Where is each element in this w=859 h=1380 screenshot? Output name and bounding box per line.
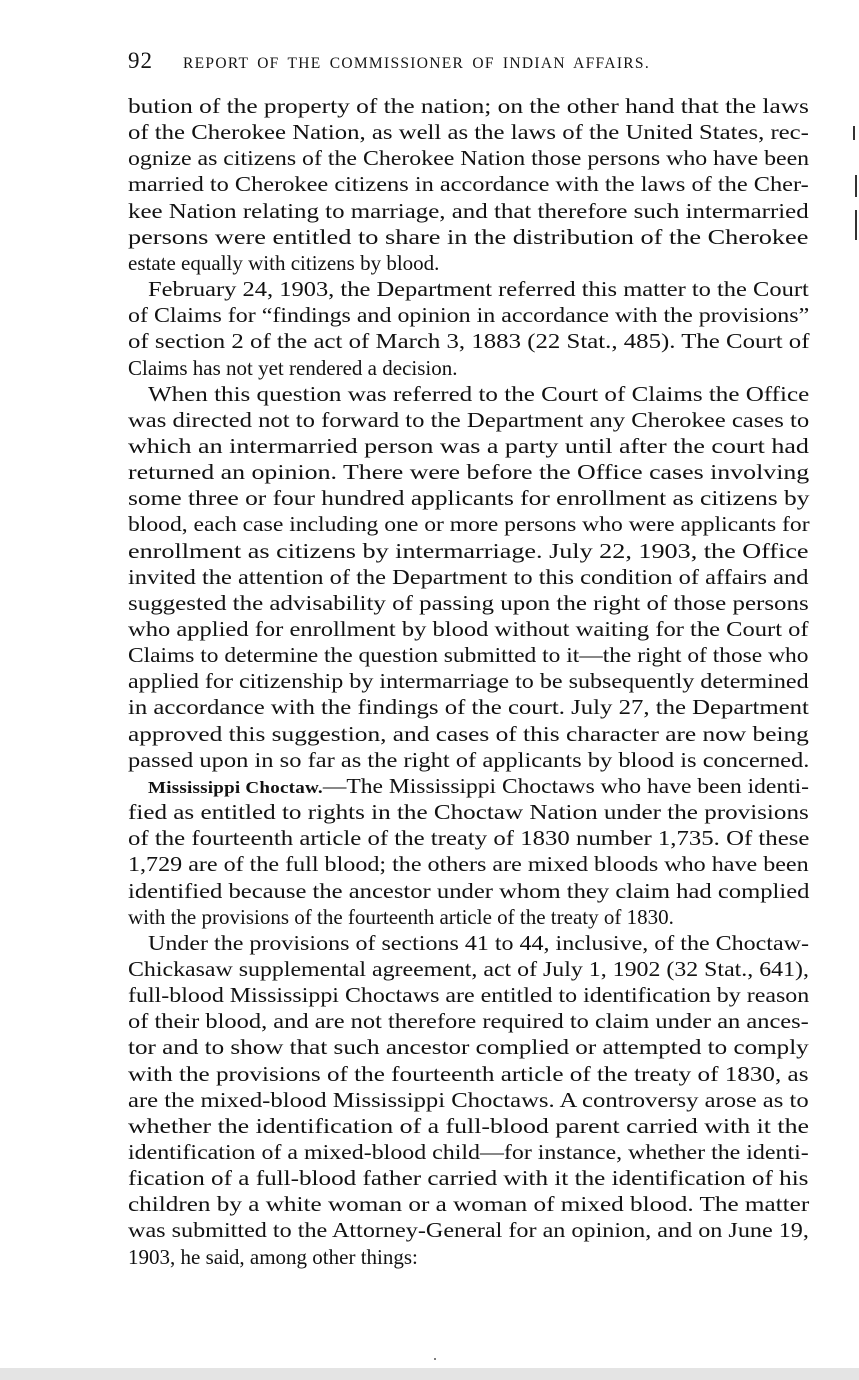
text-line: fied as entitled to rights in the Choctaw Nation under the provisions: [128, 800, 809, 825]
scan-bottom-edge: [0, 1368, 859, 1380]
text-line: some three or four hundred applicants for enrollment as citizens by: [128, 486, 810, 511]
text-line-with-side-heading: [148, 773, 809, 801]
text-line: 1,729 are of the full blood; the others are mixed bloods who have been: [128, 852, 809, 877]
scan-dot: [434, 1358, 436, 1360]
text-line: ognize as citizens of the Cherokee Nation those persons who have been: [128, 146, 810, 171]
side-heading: Mississippi Choctaw.: [148, 777, 323, 797]
text-run: —The Mississippi Choctaws who have been identi-: [322, 773, 810, 798]
text-line: with the provisions of the fourteenth article of the treaty of 1830, as: [128, 1061, 809, 1086]
text-line: returned an opinion. There were before the Office cases involving: [128, 460, 810, 485]
text-line: applied for citizenship by intermarriage to be subsequently determined: [128, 669, 809, 694]
scan-edge-mark: [855, 175, 857, 197]
text-line: married to Cherokee citizens in accordance with the laws of the Cher-: [128, 172, 809, 197]
text-line: whether the identification of a full-blood parent carried with it the: [128, 1113, 809, 1138]
text-line: blood, each case including one or more persons who were applicants for: [128, 512, 810, 537]
text-line: approved this suggestion, and cases of this character are now being: [128, 721, 809, 746]
text-line: fication of a full-blood father carried with it the identification of his: [128, 1166, 809, 1191]
text-line: of the Cherokee Nation, as well as the laws of the United States, rec-: [128, 120, 809, 145]
text-line: of their blood, and are not therefore required to claim under an ances-: [128, 1009, 809, 1034]
text-line: enrollment as citizens by intermarriage. July 22, 1903, the Office: [128, 538, 809, 563]
text-line: bution of the property of the nation; on the other hand that the laws: [128, 94, 809, 118]
scan-edge-mark: [853, 126, 855, 140]
text-line: invited the attention of the Department to this condition of affairs and: [128, 564, 809, 589]
text-line: estate equally with citizens by blood.: [128, 250, 440, 275]
text-line: are the mixed-blood Mississippi Choctaws. A controversy arose as to: [128, 1087, 809, 1112]
text-line: February 24, 1903, the Department referred this matter to the Court: [148, 277, 809, 302]
text-line: with the provisions of the fourteenth article of the treaty of 1830.: [128, 904, 674, 929]
text-line: kee Nation relating to marriage, and that therefore such intermarried: [128, 198, 809, 223]
text-line: identified because the ancestor under whom they claim had complied: [128, 878, 810, 903]
page-number: 92: [128, 48, 153, 73]
text-line: who applied for enrollment by blood without waiting for the Court of: [128, 617, 809, 641]
text-line: in accordance with the findings of the court. July 27, the Department: [128, 695, 809, 720]
text-line: of section 2 of the act of March 3, 1883 (22 Stat., 485). The Court of: [128, 329, 810, 354]
text-line: full-blood Mississippi Choctaws are entitled to identification by reason: [128, 983, 810, 1008]
text-line: was submitted to the Attorney-General for an opinion, and on June 19,: [128, 1218, 809, 1243]
text-line: children by a white woman or a woman of mixed blood. The matter: [128, 1192, 810, 1217]
text-line: tor and to show that such ancestor complied or attempted to comply: [128, 1035, 809, 1060]
text-line: was directed not to forward to the Department any Cherokee cases to: [128, 407, 810, 432]
text-line: Under the provisions of sections 41 to 44, inclusive, of the Choctaw-: [148, 930, 809, 955]
text-line: suggested the advisability of passing upon the right of those persons: [128, 590, 809, 615]
text-line: Chickasaw supplemental agreement, act of July 1, 1902 (32 Stat., 641),: [128, 956, 809, 981]
text-line: passed upon in so far as the right of applicants by blood is concerned.: [128, 747, 810, 772]
text-line: of the fourteenth article of the treaty of 1830 number 1,735. Of these: [128, 826, 810, 851]
text-line: Claims has not yet rendered a decision.: [128, 355, 458, 380]
scan-edge-mark: [855, 210, 857, 240]
text-line: 1903, he said, among other things:: [128, 1244, 418, 1269]
text-line: which an intermarried person was a party until after the court had: [128, 433, 809, 458]
text-line: When this question was referred to the Court of Claims the Office: [148, 381, 810, 406]
text-line: persons were entitled to share in the distribution of the Cherokee: [128, 224, 809, 249]
text-line: identification of a mixed-blood child—for instance, whether the identi-: [128, 1140, 809, 1164]
page-header: [128, 48, 808, 76]
running-title: REPORT OF THE COMMISSIONER OF INDIAN AFFAIRS.: [183, 55, 651, 72]
text-line: Claims to determine the question submitted to it—the right of those who: [128, 643, 809, 668]
text-line: of Claims for “findings and opinion in accordance with the provisions”: [128, 303, 810, 328]
